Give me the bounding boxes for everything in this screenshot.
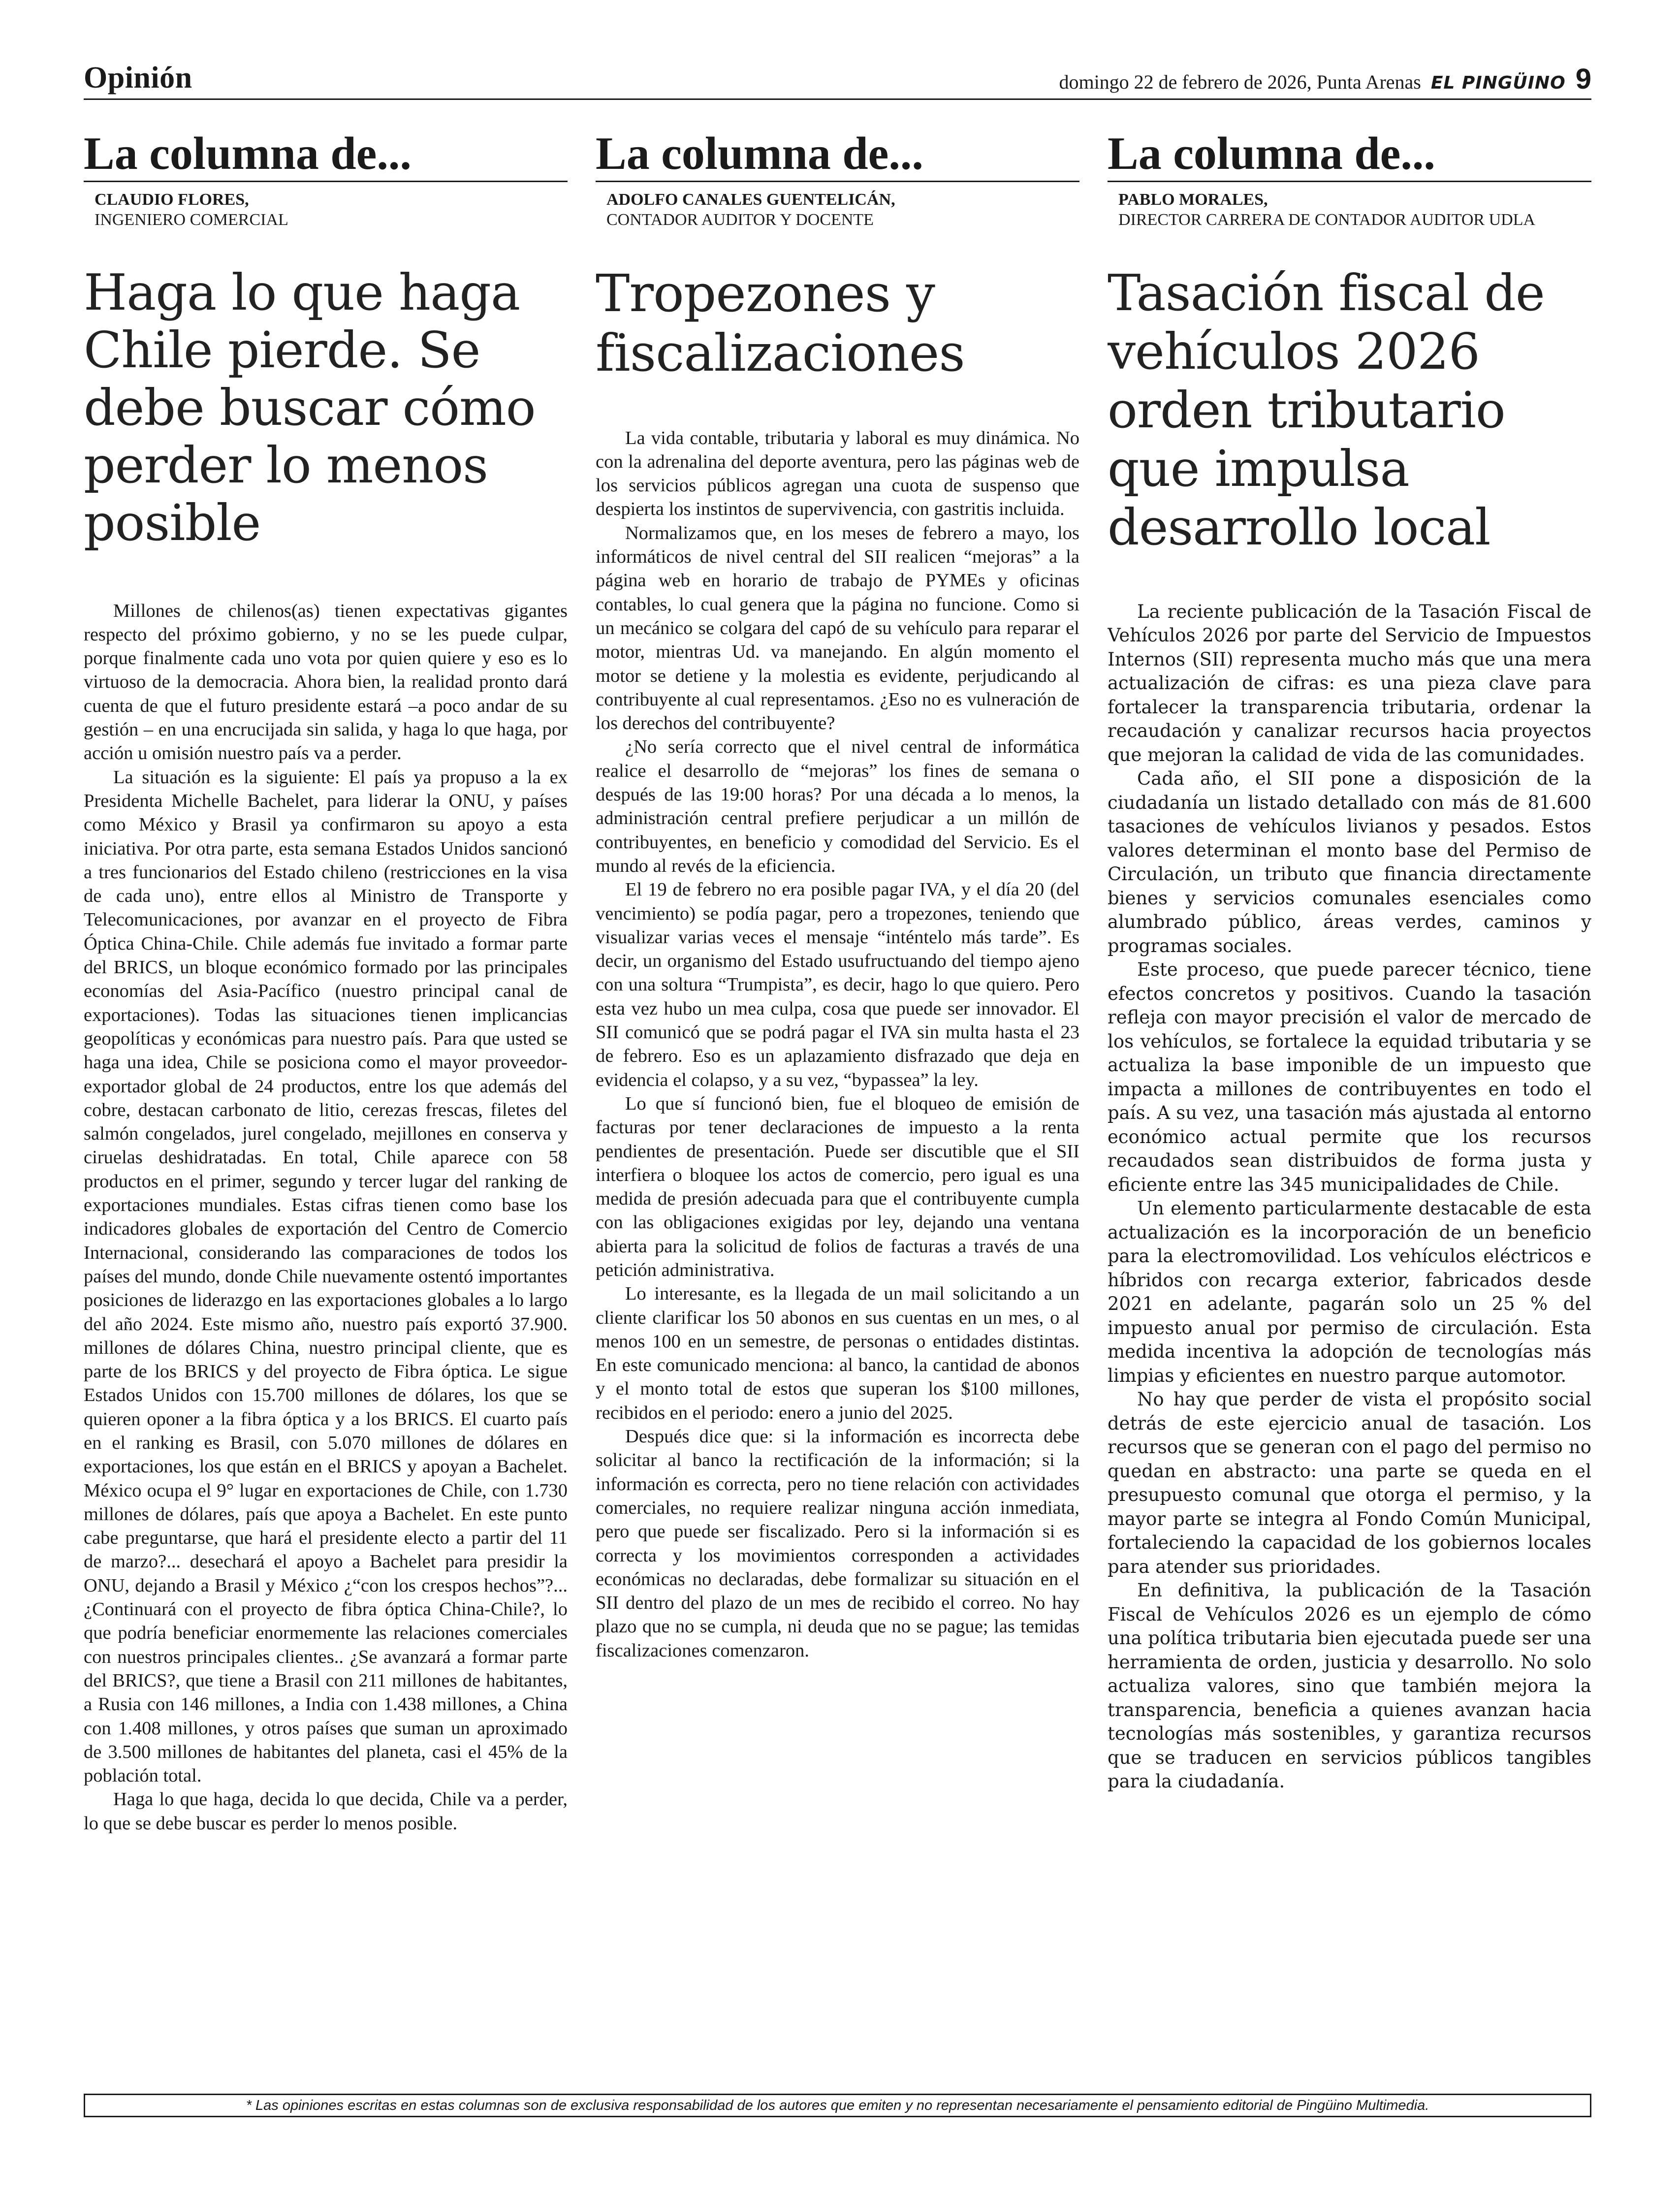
column-kicker: La columna de... [596,130,1079,182]
author-name: CLAUDIO FLORES, [95,191,249,209]
page-header [84,63,1591,100]
byline [95,190,568,230]
article-body [1108,600,1591,1794]
column-1 [84,130,568,2040]
page-number: 9 [1575,63,1591,95]
paragraph: Después dice que: si la información es incorrecta debe solicitar al banco la rectificación de la información; si la información es correcta, pero no tiene relación con actividades comerciales, no requiere realizar ninguna acción inmediata, pero que puede ser fiscalizado. Pero si la información si es correcta y los movimientos corresponden a actividades económicas no declaradas, debe formalizar su situación en el SII dentro del plazo de un mes de recibido el correo. No hay plazo que no se cumpla, ni deuda que no se pague; las temidas fiscalizaciones comenzaron. [596,1426,1079,1661]
paragraph: No hay que perder de vista el propósito social detrás de este ejercicio anual de tasación. Los recursos que se generan con el pago del permiso no quedan en abstracto: una parte se queda en el presupuesto comunal que otorga el permiso, y la mayor parte se integra al Fondo Común Municipal, fortaleciendo la capacidad de los gobiernos locales para atender sus prioridades. [1108,1389,1591,1577]
article-headline: Tropezones y fiscalizaciones [596,263,965,383]
column-kicker: La columna de... [1108,130,1591,182]
header-right [1059,63,1591,96]
paragraph: Lo que sí funcionó bien, fue el bloqueo de emisión de facturas por tener declaraciones de impuesto a la renta pendientes de presentación. Puede ser discutible que el SII interfiera o bloquee los actos de comercio, pero igual es una medida de presión adecuada para que el contribuyente cumpla con las obligaciones exigidas por ley, dejando una ventana abierta para la solicitud de folios de facturas a través de una petición administrativa. [596,1093,1079,1280]
paragraph: La reciente publicación de la Tasación Fiscal de Vehículos 2026 por parte del Servicio de Impuestos Internos (SII) representa mucho más que una mera actualización de cifras: es una pieza clave para fortalecer la transparencia tributaria, ordenar la recaudación y canalizar recursos hacia proyectos que mejoran la calidad de vida de las comunidades. [1108,601,1591,765]
author-role: DIRECTOR CARRERA DE CONTADOR AUDITOR UDLA [1118,210,1536,229]
column-kicker: La columna de... [84,130,568,182]
article-headline: Haga lo que haga Chile pierde. Se debe buscar cómo perder lo menos posible [84,263,536,552]
paragraph: Cada año, el SII pone a disposición de la ciudadanía un listado detallado con más de 81.600 tasaciones de vehículos livianos y pesados. Estos valores determinan el monto base del Permiso de Circulación, un tributo que financia directamente bienes y servicios comunales esenciales como alumbrado público, áreas verdes, caminos y programas sociales. [1108,768,1591,956]
dateline: domingo 22 de febrero de 2026, Punta Arenas [1059,71,1421,93]
paragraph: Haga lo que haga, decida lo que decida, Chile va a perder, lo que se debe buscar es perder lo menos posible. [84,1789,568,1834]
author-name: PABLO MORALES, [1118,191,1268,209]
paragraph: En definitiva, la publicación de la Tasación Fiscal de Vehículos 2026 es un ejemplo de cómo una política tributaria bien ejecutada puede ser una herramienta de orden, justicia y desarrollo. No solo actualiza valores, sino que también mejora la transparencia, beneficia a quienes avanzan hacia tecnologías más sostenibles, y garantiza recursos que se traducen en servicios públicos tangibles para la ciudadanía. [1108,1580,1591,1792]
author-role: INGENIERO COMERCIAL [95,210,288,229]
paragraph: Un elemento particularmente destacable de esta actualización es la incorporación de un beneficio para la electromovilidad. Los vehículos eléctricos e híbridos con recarga exterior, fabricados desde 2021 en adelante, pagarán solo un 25 % del impuesto anual por permiso de circulación. Esta medida incentiva la adopción de tecnologías más limpias y eficientes en nuestro parque automotor. [1108,1198,1591,1386]
paragraph: El 19 de febrero no era posible pagar IVA, y el día 20 (del vencimiento) se podía pagar, pero a tropezones, teniendo que visualizar varias veces el mensaje “inténtelo más tarde”. Es decir, un organismo del Estado usufructuando del tiempo ajeno con una soltura “Trumpista”, es decir, hago lo que quiero. Pero esta vez hubo un mea culpa, cosa que puede ser innovador. El SII comunicó que se podrá pagar el IVA sin multa hasta el 23 de febrero. Eso es un aplazamiento disfrazado que deja en evidencia el colapso, y a su vez, “bypassea” la ley. [596,879,1079,1090]
author-name: ADOLFO CANALES GUENTELICÁN, [606,191,895,209]
paragraph: La vida contable, tributaria y laboral es muy dinámica. No con la adrenalina del deporte aventura, pero las páginas web de los servicios públicos agregan una cuota de suspenso que despierta los instintos de supervivencia, con gastritis incluida. [596,427,1079,520]
paragraph: ¿No sería correcto que el nivel central de informática realice el desarrollo de “mejoras” los fines de semana o después de las 19:00 horas? Por una década a lo menos, la administración central prefiere perjudicar a un millón de contribuyentes, en beneficio y comodidad del Servicio. Es el mundo al revés de la eficiencia. [596,736,1079,876]
paragraph: Millones de chilenos(as) tienen expectativas gigantes respecto del próximo gobierno, y no se les puede culpar, porque finalmente cada uno vota por quien quiere y eso es lo virtuoso de la democracia. Ahora bien, la realidad pronto dará cuenta de que el futuro presidente estará –a poco andar de su gestión – en una encrucijada sin salida, y haga lo que haga, por acción u omisión nuestro país va a perder. [84,600,568,764]
paragraph: Lo interesante, es la llegada de un mail solicitando a un cliente clarificar los 50 abonos en sus cuentas en un mes, o al menos 100 en un semestre, de personas o entidades distintas. En este comunicado menciona: al banco, la cantidad de abonos y el monto total de estos que superan los $100 millones, recibidos en el periodo: enero a junio del 2025. [596,1283,1079,1423]
column-3 [1108,130,1591,2040]
byline [606,190,1079,230]
author-role: CONTADOR AUDITOR Y DOCENTE [606,210,874,229]
newspaper-logo: EL PINGÜINO [1430,73,1566,93]
paragraph: Normalizamos que, en los meses de febrero a mayo, los informáticos de nivel central del SII realicen “mejoras” a la página web en horario de trabajo de PYMEs y oficinas contables, lo cual genera que la página no funcione. Como si un mecánico se colgara del capó de su vehículo para reparar el motor, mientras Ud. va manejando. En algún momento el motor se detiene y la molestia es evidente, perjudicando al contribuyente al cual representamos. ¿Eso no es vulneración de los derechos del contribuyente? [596,522,1079,734]
article-body [596,426,1079,1662]
column-2 [596,130,1079,2040]
paragraph: Este proceso, que puede parecer técnico, tiene efectos concretos y positivos. Cuando la tasación refleja con mayor precisión el valor de mercado de los vehículos, se fortalece la equidad tributaria y se actualiza la base imponible de un impuesto que impacta a millones de contribuyentes en todo el país. A su vez, una tasación más ajustada al entorno económico actual permite que los recursos recaudados sean distribuidos de forma justa y eficiente entre las 345 municipalidades de Chile. [1108,959,1591,1195]
section-title: Opinión [84,61,192,95]
article-body [84,599,568,1835]
article-headline: Tasación fiscal de vehículos 2026 orden tributario que impulsa desarrollo local [1108,263,1545,556]
disclaimer: * Las opiniones escritas en estas columnas son de exclusiva responsabilidad de los autores que emiten y no representan necesariamente el pensamiento editorial de Pingüino Multimedia. [84,2094,1591,2117]
byline [1118,190,1591,230]
paragraph: La situación es la siguiente: El país ya propuso a la ex Presidenta Michelle Bachelet, para liderar la ONU, y países como México y Brasil ya confirmaron su apoyo a esta iniciativa. Por otra parte, esta semana Estados Unidos sancionó a tres funcionarios del Estado chileno (restricciones en la visa de cada uno), entre ellos al Ministro de Transporte y Telecomunicaciones, por avanzar en el proyecto de Fibra Óptica China-Chile. Chile además fue invitado a formar parte del BRICS, un bloque económico formado por las principales economías del Asia-Pacífico (nuestro principal canal de exportaciones). Todas las situaciones tienen implicancias geopolíticas y económicas para nuestro país. Para que usted se haga una idea, Chile se posiciona como el mayor proveedor-exportador global de 24 productos, entre los que además del cobre, destacan carbonato de litio, cerezas frescas, filetes del salmón congelados, jurel congelado, mejillones en conserva y ciruelas deshidratadas. En total, Chile aparece con 58 productos en el primer, segundo y tercer lugar del ranking de exportaciones mundiales. Estas cifras tienen como base los indicadores globales de exportación del Centro de Comercio Internacional, considerando las comparaciones de todos los países del mundo, donde Chile nuevamente ostentó importantes posiciones de liderazgo en las exportaciones globales a lo largo del año 2024. Este mismo año, nuestro país exportó 37.900. millones de dólares China, nuestro principal cliente, que es parte de los BRICS y del proyecto de Fibra óptica. Le sigue Estados Unidos con 15.700 millones de dólares, los que se quieren oponer a la fibra óptica y a los BRICS. El cuarto país en el ranking es Brasil, con 5.070 millones de dólares en exportaciones, los que están en el BRICS y apoyan a Bachelet. México ocupa el 9° lugar en exportaciones de Chile, con 1.730 millones de dólares, país que apoya a Bachelet. En este punto cabe preguntarse, que hará el presidente electo a partir del 11 de marzo?... desechará el apoyo a Bachelet para presidir la ONU, dejando a Brasil y México ¿“con los crespos hechos”?... ¿Continuará con el proyecto de fibra óptica China-Chile?, lo que podría beneficiar enormemente las relaciones comerciales con nuestros principales clientes.. ¿Se avanzará a formar parte del BRICS?, que tiene a Brasil con 211 millones de habitantes, a Rusia con 146 millones, a India con 1.438 millones, a China con 1.408 millones, y otros países que suman un aproximado de 3.500 millones de habitantes del planeta, casi el 45% de la población total. [84,766,568,1786]
